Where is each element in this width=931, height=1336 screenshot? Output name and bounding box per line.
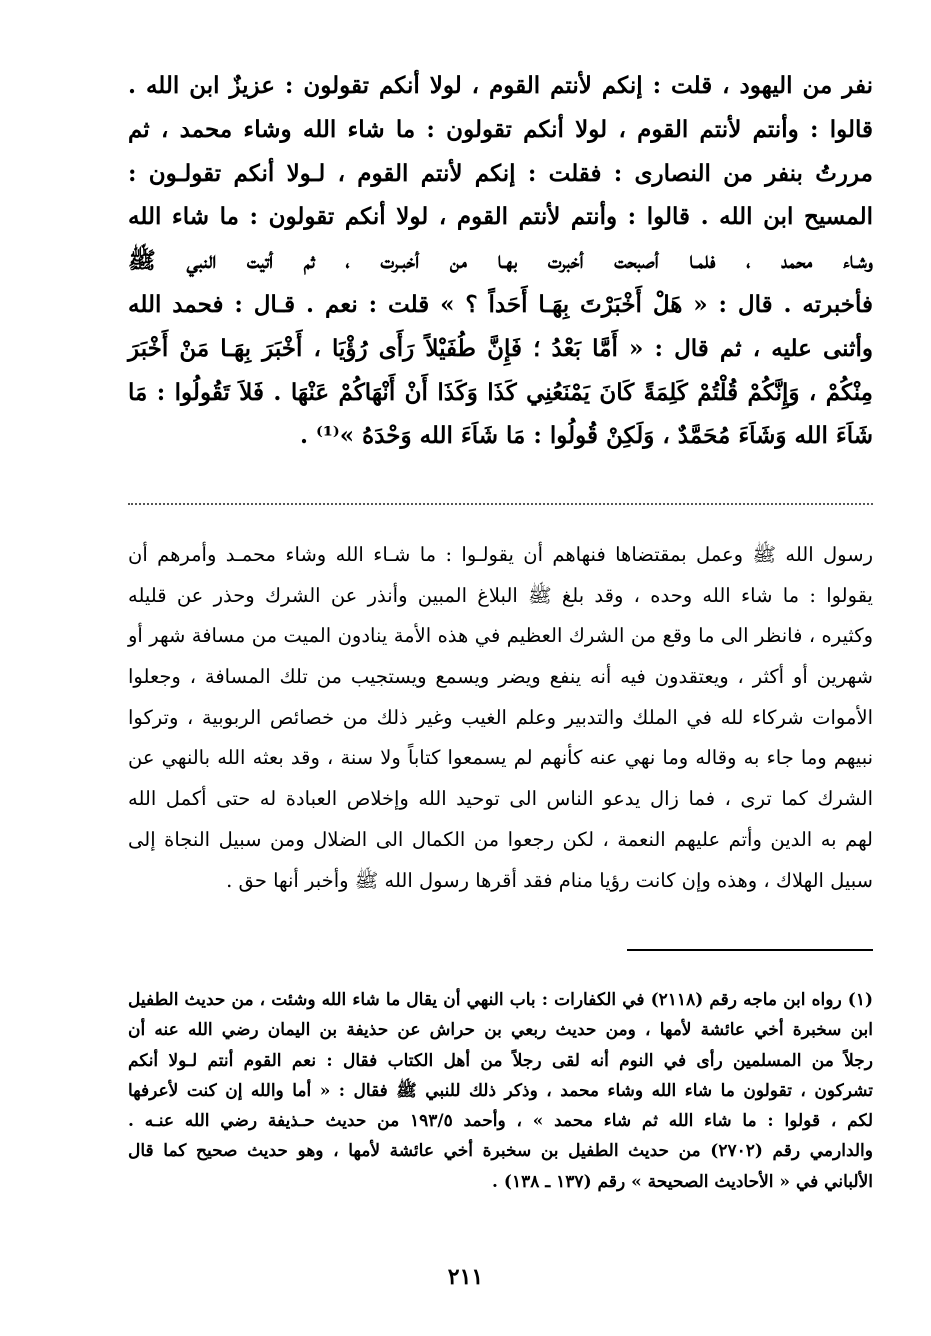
main-text-line: مررتُ بنفر من النصارى : فقلت : إنكم لأنتم القوم ، لـولا أنكم تقولـون :	[128, 159, 873, 187]
commentary-line: رسول الله ﷺ وعمل بمقتضاها فنهاهم أن يقولـوا : ما شـاء الله وشاء محمـد وأمرهم أن	[128, 543, 873, 566]
footnote-line: تشركون ، تقولون ما شاء الله وشاء محمد ، وذكر ذلك للنبي ﷺ فقال : « أما والله إن كنت لأعرفها	[128, 1080, 873, 1101]
page-number: ٢١١	[447, 1264, 484, 1290]
footnote-line: لكم ، قولوا : ما شاء الله ثم شاء محمد » ، وأحمد ١٩٣/٥ من حديث حـذيفة رضي الله عنـه .	[128, 1111, 874, 1132]
footnote-line: والدارمي رقم (٢٧٠٢) من حديث الطفيل بن سخبرة أخي عائشة لأمها ، وهو حديث صحيح كما قال	[128, 1141, 873, 1162]
footnotes	[128, 985, 873, 1197]
main-text-line: وأثنى عليه ، ثم قال : « أَمَّا بَعْدُ ؛ فَإِنَّ طُفَيْلاً رَأَى رُؤْيَا ، أَخْبَرَ بِهَـا مَنْ أَخْبَرَ	[128, 334, 873, 362]
footnote-line: الألباني في « الأحاديث الصحيحة » رقم (١٣٧ ـ ١٣٨) .	[492, 1171, 873, 1192]
dotted-separator	[128, 503, 873, 505]
main-text-line: المسيح ابن الله . قالوا : وأنتم لأنتم القوم ، لولا أنكم تقولون : ما شاء الله	[128, 203, 873, 231]
main-text-line: وشـاء محمد ، فلمـا أصبحت أخبرت بهـا من أخبـرت ، ثم أتيت النبي ﷺ	[128, 247, 873, 275]
footnote-line: رجلاً من المسلمين رأى في النوم أنه لقى رجلاً من أهل الكتاب فقال : نعم القوم أنتم لـولا أنكم	[128, 1050, 873, 1071]
commentary-text	[128, 535, 873, 901]
footnote-line: (١) رواه ابن ماجه رقم (٢١١٨) في الكفارات : باب النهي أن يقال ما شاء الله وشئت ، من حديث الطفيل	[128, 990, 873, 1010]
main-text-line: فأخبرته . قال : « هَلْ أَخْبَرْتَ بِهَـا أَحَداً ؟ » قلت : نعم . قـال : فحمد الله	[128, 290, 873, 318]
main-text-line: مِنْكُمْ ، وَإِنَّكُمْ قُلْتُمْ كَلِمَةً كَانَ يَمْنَعُنِي كَذَا وَكَذَا أَنْ أَنْهَاكُمْ عَنْهَا . فَلاَ تَقُولُوا : مَا	[128, 378, 873, 406]
footnote-rule	[627, 949, 873, 951]
commentary-line: الشرك كما ترى ، فما زال يدعو الناس الى توحيد الله وإخلاص العبادة له حتى أكمل الله	[128, 787, 873, 811]
commentary-line: لهم به الدين وأتم عليهم النعمة ، لكن رجعوا من الكمال الى الضلال ومن سبيل النجاة إلى	[128, 827, 873, 851]
commentary-line: شهرين أو أكثر ، ويعتقدون فيه أنه ينفع ويضر ويسمع ويستجيب من تلك المسافة ، وجعلوا	[128, 665, 873, 689]
commentary-line: يقولوا : ما شاء الله وحده ، وقد بلغ ﷺ البلاغ المبين وأنذر عن الشرك وحذر عن قليله	[128, 583, 873, 607]
footnote-line: ابن سخبرة أخي عائشة لأمها ، ومن حديث ربعي بن حراش عن حذيفة بن اليمان رضي الله عنه أن	[128, 1020, 873, 1041]
commentary-line: نبيهم وما جاء به وقاله وما نهي عنه كأنهم لم يسمعوا كتاباً ولا سنة ، وقد بعثه الله بالنهي عن	[128, 746, 873, 770]
commentary-line: الأموات شركاء لله في الملك والتدبير وعلم الغيب وغير ذلك من خصائص الربوبية ، وتركوا	[128, 705, 873, 729]
main-text-line: قالوا : وأنتم لأنتم القوم ، لولا أنكم تقولون : ما شاء الله وشاء محمد ، ثم	[128, 115, 873, 143]
main-text-line: نفر من اليهود ، قلت : إنكم لأنتم القوم ، لولا أنكم تقولون : عزيزٌ ابن الله .	[128, 72, 873, 99]
commentary-line: سبيل الهلاك ، وهذه وإن كانت رؤيا منام فقد أقرها رسول الله ﷺ وأخبر أنها حق .	[226, 868, 873, 892]
main-text	[128, 64, 873, 458]
commentary-line: وكثيره ، فانظر الى ما وقع من الشرك العظيم في هذه الأمة ينادون الميت من مسافة شهر أو	[128, 624, 873, 648]
main-text-line: شَاَءَ الله وَشَاَءَ مُحَمَّدٌ ، وَلَكِنْ قُولُوا : مَا شَاَءَ الله وَحْدَهُ »⁽¹⁾ .	[299, 422, 873, 450]
